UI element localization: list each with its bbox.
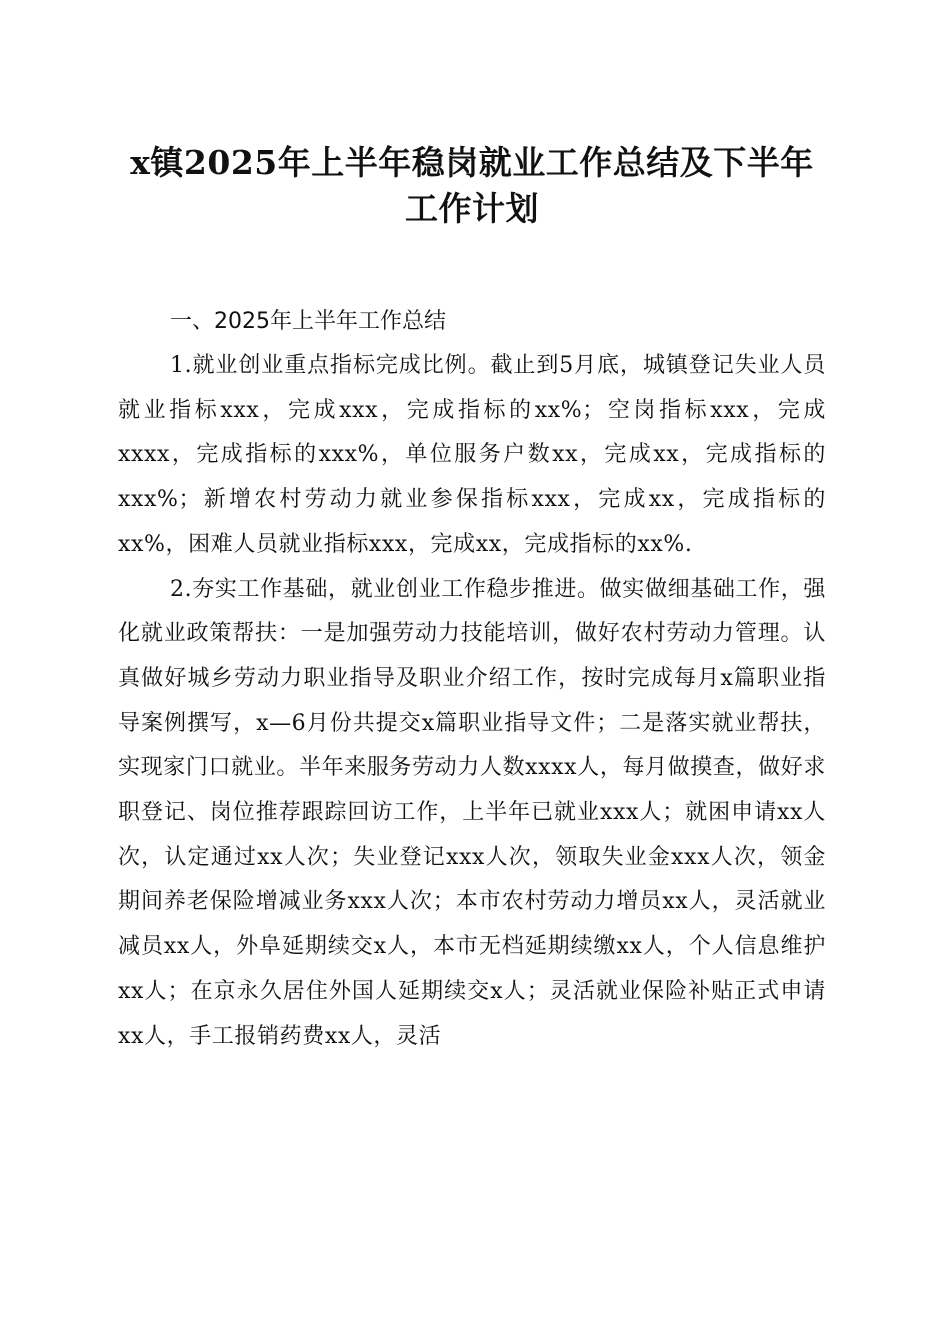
section-heading: 一、2025年上半年工作总结 <box>170 309 446 334</box>
title-line-2: 工作计划 <box>405 189 539 228</box>
paragraph-1: 1.就业创业重点指标完成比例。截止到5月底，城镇登记失业人员就业指标xxx，完成xxx，完成指标的xx%；空岗指标xxx，完成xxxx，完成指标的xxx%，单位服务户数xx，完成xx，完成指标的xxx%；新增农村劳动力就业参保指标xxx，完成xx，完成指标的xx%，困难人员就业指标xxx，完成xx，完成指标的xx%. <box>118 353 826 557</box>
document-title <box>118 140 826 232</box>
title-line-1: x镇2025年上半年稳岗就业工作总结及下半年 <box>130 143 814 182</box>
paragraph-2: 2.夯实工作基础，就业创业工作稳步推进。做实做细基础工作，强化就业政策帮扶：一是加强劳动力技能培训，做好农村劳动力管理。认真做好城乡劳动力职业指导及职业介绍工作，按时完成每月x篇职业指导案例撰写，x—6月份共提交x篇职业指导文件；二是落实就业帮扶，实现家门口就业。半年来服务劳动力人数xxxx人，每月做摸查，做好求职登记、岗位推荐跟踪回访工作，上半年已就业xxx人；就困申请xx人次，认定通过xx人次；失业登记xxx人次，领取失业金xxx人次，领金期间养老保险增减业务xxx人次；本市农村劳动力增员xx人，灵活就业减员xx人，外阜延期续交x人，本市无档延期续缴xx人，个人信息维护xx人；在京永久居住外国人延期续交x人；灵活就业保险补贴正式申请xx人，手工报销药费xx人，灵活 <box>118 576 826 1049</box>
document-page <box>118 140 826 1059</box>
